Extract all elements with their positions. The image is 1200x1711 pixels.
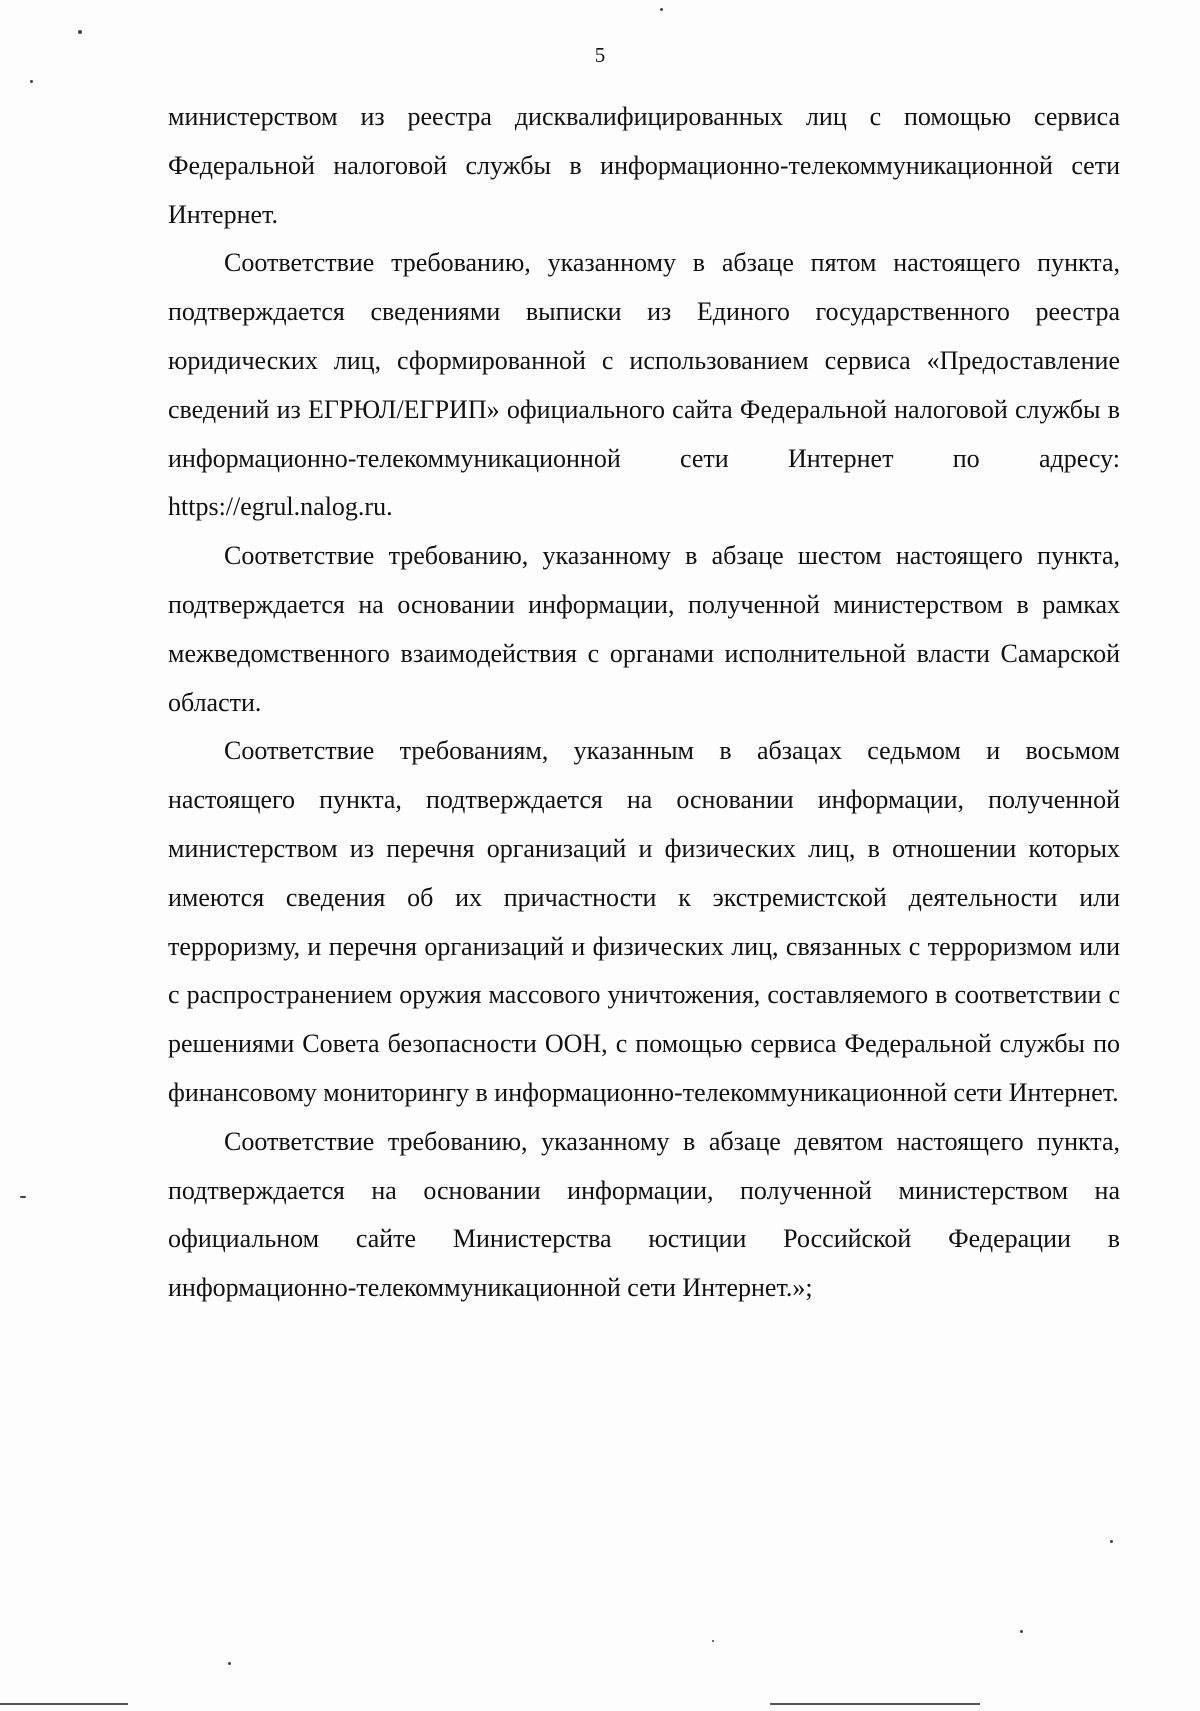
scan-speck: [712, 1640, 714, 1642]
scan-speck: [78, 30, 82, 34]
scan-edge-line-left: [0, 1703, 128, 1705]
scan-speck: [228, 1662, 231, 1665]
scan-speck: [1110, 1540, 1113, 1543]
paragraph-1: министерством из реестра дисквалифицированных лиц с помощью сервиса Федеральной налоговой службы в информационно-телекоммуникационной сети Интернет.: [168, 102, 1120, 229]
scan-speck: [30, 80, 33, 83]
document-body: [168, 93, 1120, 1313]
page-number: 5: [594, 43, 606, 67]
paragraph-5: Соответствие требованию, указанному в абзаце девятом настоящего пункта, подтверждается на основании информации, полученной министерством на официальном сайте Министерства юстиции Российской Федерации в информационно-телекоммуникационной сети Интернет.»;: [168, 1126, 1120, 1303]
scan-edge-line-right: [770, 1703, 980, 1705]
scan-speck: [660, 8, 663, 11]
scan-speck: [1020, 1630, 1023, 1633]
paragraph-3: Соответствие требованию, указанному в абзаце шестом настоящего пункта, подтверждается на основании информации, полученной министерством в рамках межведомственного взаимодействия с органами исполнительной власти Самарской области.: [168, 541, 1120, 717]
paragraph-4: Соответствие требованиям, указанным в абзацах седьмом и восьмом настоящего пункта, подтверждается на основании информации, полученной министерством из перечня организаций и физических лиц, в отношении которых имеются сведения об их причастности к экстремистской деятельности или терроризму, и перечня организаций и физических лиц, связанных с терроризмом или с распространением оружия массового уничтожения, составляемого в соответствии с решениями Совета безопасности ООН, с помощью сервиса Федеральной службы по финансовому мониторингу в информационно-телекоммуникационной сети Интернет.: [168, 736, 1120, 1107]
scan-speck: [20, 1196, 26, 1198]
paragraph-2: Соответствие требованию, указанному в абзаце пятом настоящего пункта, подтверждается сведениями выписки из Единого государственного реестра юридических лиц, сформированной с использованием сервиса «Предоставление сведений из ЕГРЮЛ/ЕГРИП» официального сайта Федеральной налоговой службы в информационно-телекоммуникационной сети Интернет по адресу: https://egrul.nalog.ru.: [168, 248, 1120, 522]
